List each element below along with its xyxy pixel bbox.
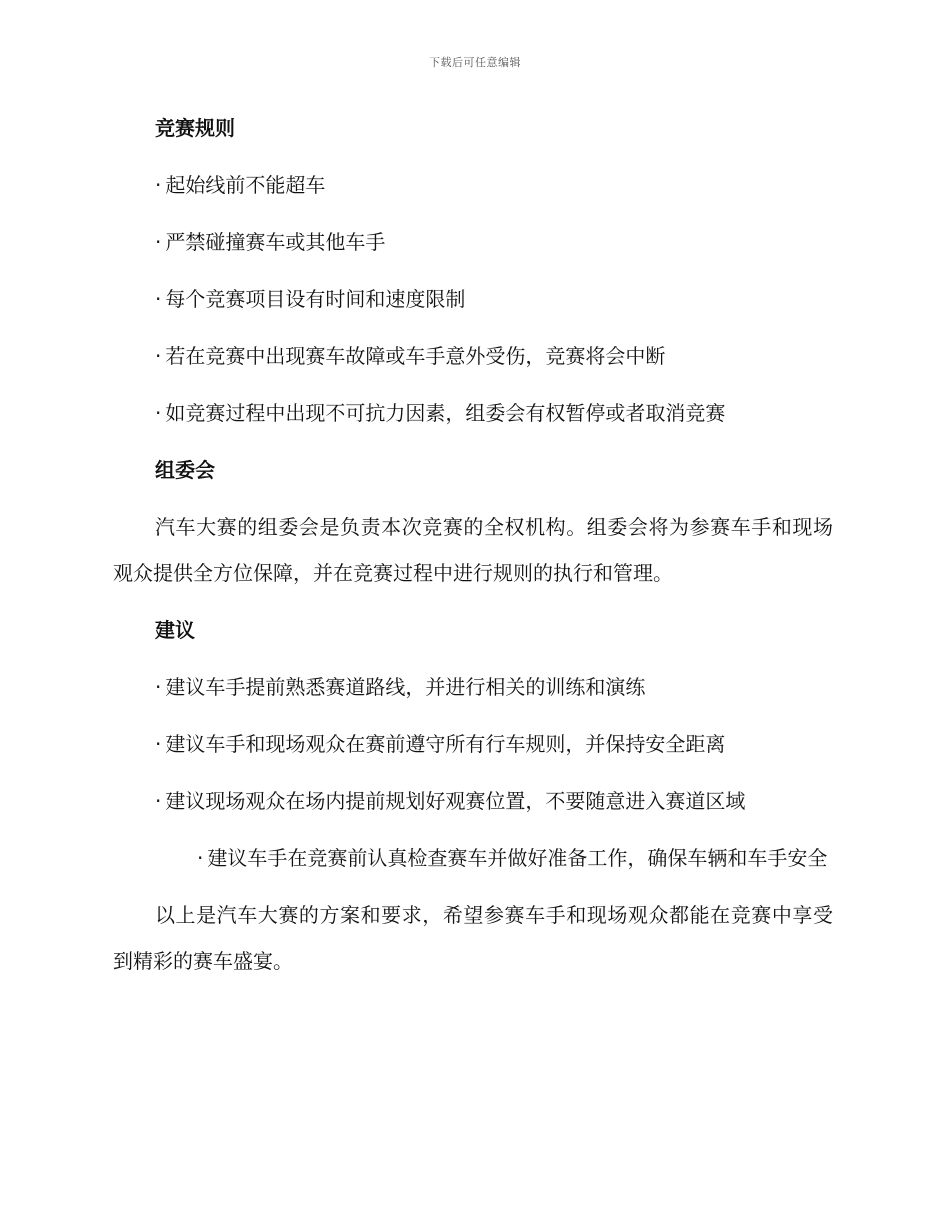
rules-item-text: 严禁碰撞赛车或其他车手 [165,230,386,254]
bullet-marker: · [155,173,162,197]
advice-item-text: 建议车手在竞赛前认真检查赛车并做好准备工作，确保车辆和车手安全 [207,846,828,870]
header-note: 下载后可任意编辑 [429,56,521,69]
section-heading-committee: 组委会 [155,458,215,482]
advice-list-item [113,729,833,759]
section-heading-rules: 竞赛规则 [155,116,235,140]
rules-list-item [113,341,833,371]
bullet-marker: · [155,401,162,425]
rules-list-item [113,284,833,314]
advice-item-text: 建议车手和现场观众在赛前遵守所有行车规则，并保持安全距离 [165,732,726,756]
bullet-marker: · [155,675,162,699]
rules-item-text: 如竞赛过程中出现不可抗力因素，组委会有权暂停或者取消竞赛 [165,401,726,425]
advice-list-item [113,786,833,816]
rules-item-text: 起始线前不能超车 [165,173,326,197]
advice-list-item [113,672,833,702]
document-body [113,113,833,1003]
committee-paragraph: 汽车大赛的组委会是负责本次竞赛的全权机构。组委会将为参赛车手和现场观众提供全方位保障，并在竞赛过程中进行规则的执行和管理。 [113,515,833,585]
rules-list-item [113,170,833,200]
bullet-marker: · [155,344,162,368]
bullet-marker: · [155,287,162,311]
rules-item-text: 每个竞赛项目设有时间和速度限制 [165,287,466,311]
advice-item-text: 建议车手提前熟悉赛道路线，并进行相关的训练和演练 [165,675,646,699]
bullet-marker: · [155,789,162,813]
advice-item-text: 建议现场观众在场内提前规划好观赛位置，不要随意进入赛道区域 [165,789,746,813]
rules-list-item [113,227,833,257]
advice-list-item [113,835,833,881]
bullet-marker: · [155,230,162,254]
section-heading-advice: 建议 [155,618,195,642]
rules-list-item [113,398,833,428]
rules-item-text: 若在竞赛中出现赛车故障或车手意外受伤，竞赛将会中断 [165,344,666,368]
bullet-marker: · [155,732,162,756]
bullet-marker: · [197,846,204,870]
closing-paragraph: 以上是汽车大赛的方案和要求，希望参赛车手和现场观众都能在竞赛中享受到精彩的赛车盛宴。 [113,903,833,973]
